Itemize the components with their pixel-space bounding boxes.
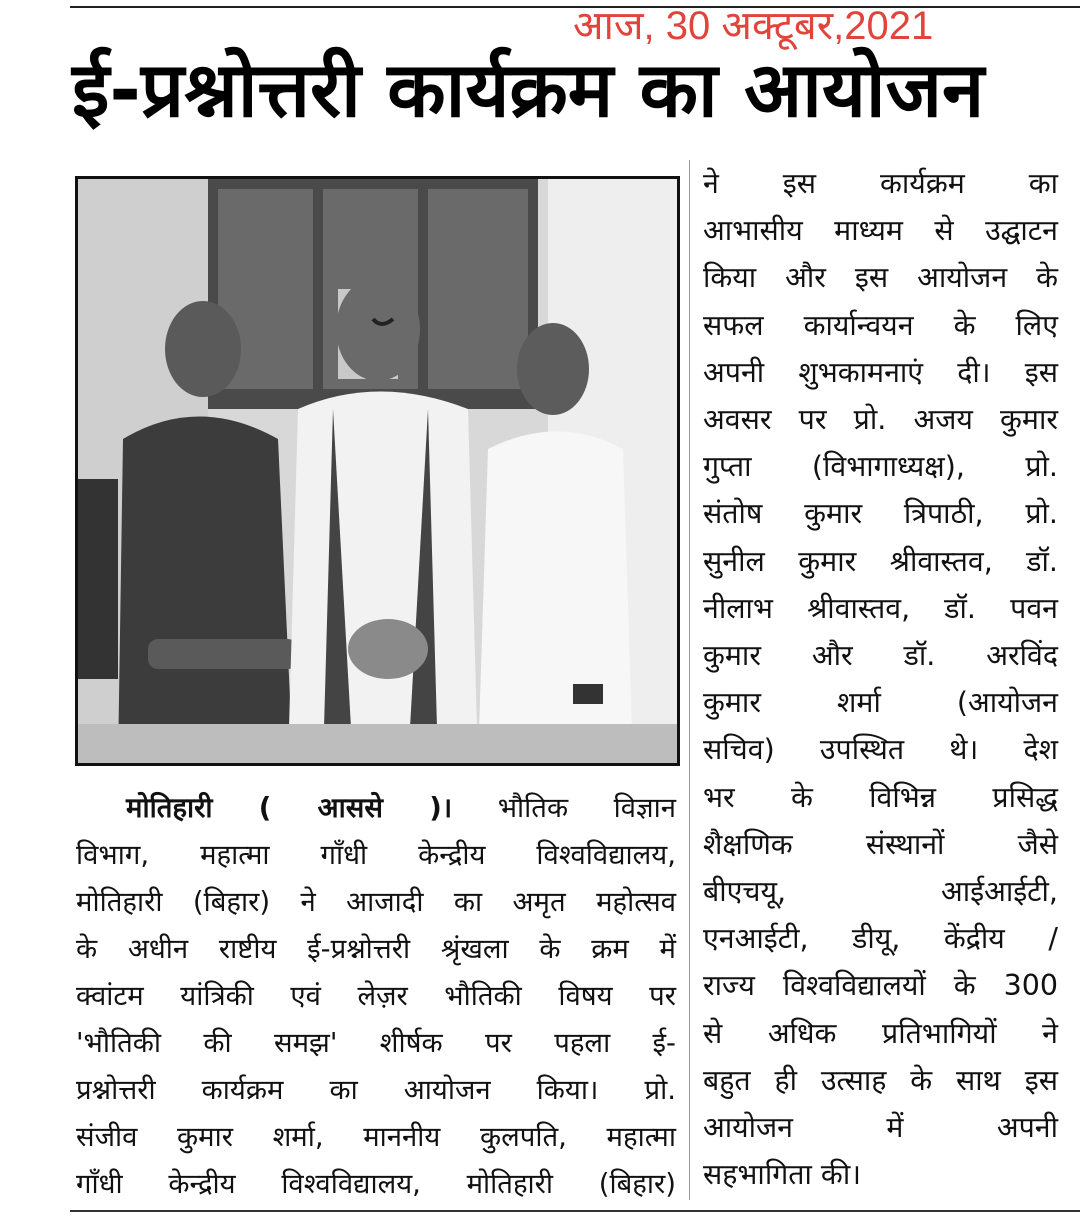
article-body-left-column: [76, 785, 676, 1208]
article-body-right-column: [703, 160, 1058, 1198]
body-line: सफल कार्यान्वयन के लिए: [703, 308, 1058, 342]
publication-date: आज, 30 अक्टूबर,2021: [573, 4, 934, 48]
body-line: शैक्षणिक संस्थानों जैसे: [703, 827, 1058, 861]
photo-illustration: [78, 179, 677, 763]
body-line: अपनी शुभकामनाएं दी। इस: [703, 355, 1058, 389]
body-line-text: भौतिक विज्ञान: [497, 792, 676, 824]
body-line: बहुत ही उत्साह के साथ इस: [703, 1063, 1058, 1097]
headline: ई-प्रश्नोत्तरी कार्यक्रम का आयोजन: [72, 45, 985, 134]
body-line: भर के विभिन्न प्रसिद्ध: [703, 780, 1058, 814]
body-line: क्वांटम यांत्रिकी एवं लेज़र भौतिकी विषय पर: [76, 980, 676, 1012]
body-line: सहभागिता की।: [703, 1158, 862, 1192]
body-line: अवसर पर प्रो. अजय कुमार: [703, 403, 1058, 437]
body-line: मोतिहारी (बिहार) ने आजादी का अमृत महोत्सव: [76, 886, 676, 918]
body-line-with-dateline: [76, 785, 676, 832]
body-line: एनआईटी, डीयू, केंद्रीय /: [703, 922, 1058, 956]
body-line: बीएचयू, आईआईटी,: [703, 875, 1058, 909]
body-line: 'भौतिकी की समझ' शीर्षक पर पहला ई-: [76, 1027, 676, 1059]
body-line: से अधिक प्रतिभागियों ने: [703, 1016, 1058, 1050]
body-line: संतोष कुमार त्रिपाठी, प्रो.: [703, 497, 1058, 531]
body-line: विभाग, महात्मा गाँधी केन्द्रीय विश्वविद्यालय,: [76, 839, 676, 871]
dateline: मोतिहारी ( आससे )।: [126, 792, 453, 824]
body-line: आभासीय माध्यम से उद्घाटन: [703, 214, 1058, 248]
body-line: कुमार और डॉ. अरविंद: [703, 639, 1058, 673]
body-line: गाँधी केन्द्रीय विश्वविद्यालय, मोतिहारी (बिहार): [76, 1168, 676, 1200]
body-line: राज्य विश्वविद्यालयों के 300: [703, 969, 1058, 1003]
bottom-rule: [70, 1210, 1080, 1212]
body-line: कुमार शर्मा (आयोजन: [703, 686, 1058, 720]
group-photo: [75, 176, 680, 766]
body-line: संजीव कुमार शर्मा, माननीय कुलपति, महात्मा: [76, 1121, 676, 1153]
body-line: नीलाभ श्रीवास्तव, डॉ. पवन: [703, 591, 1058, 625]
body-line: ने इस कार्यक्रम का: [703, 167, 1058, 200]
body-line: गुप्ता (विभागाध्यक्ष), प्रो.: [703, 450, 1058, 484]
column-divider: [689, 160, 690, 1200]
body-line: के अधीन राष्टीय ई-प्रश्नोत्तरी श्रृंखला के क्रम में: [76, 933, 676, 965]
body-line: सुनील कुमार श्रीवास्तव, डॉ.: [703, 544, 1058, 578]
body-line: सचिव) उपस्थित थे। देश: [703, 733, 1058, 767]
body-line: आयोजन में अपनी: [703, 1111, 1058, 1145]
body-line: किया और इस आयोजन के: [703, 261, 1058, 295]
body-line: प्रश्नोत्तरी कार्यक्रम का आयोजन किया। प्रो.: [76, 1074, 676, 1106]
